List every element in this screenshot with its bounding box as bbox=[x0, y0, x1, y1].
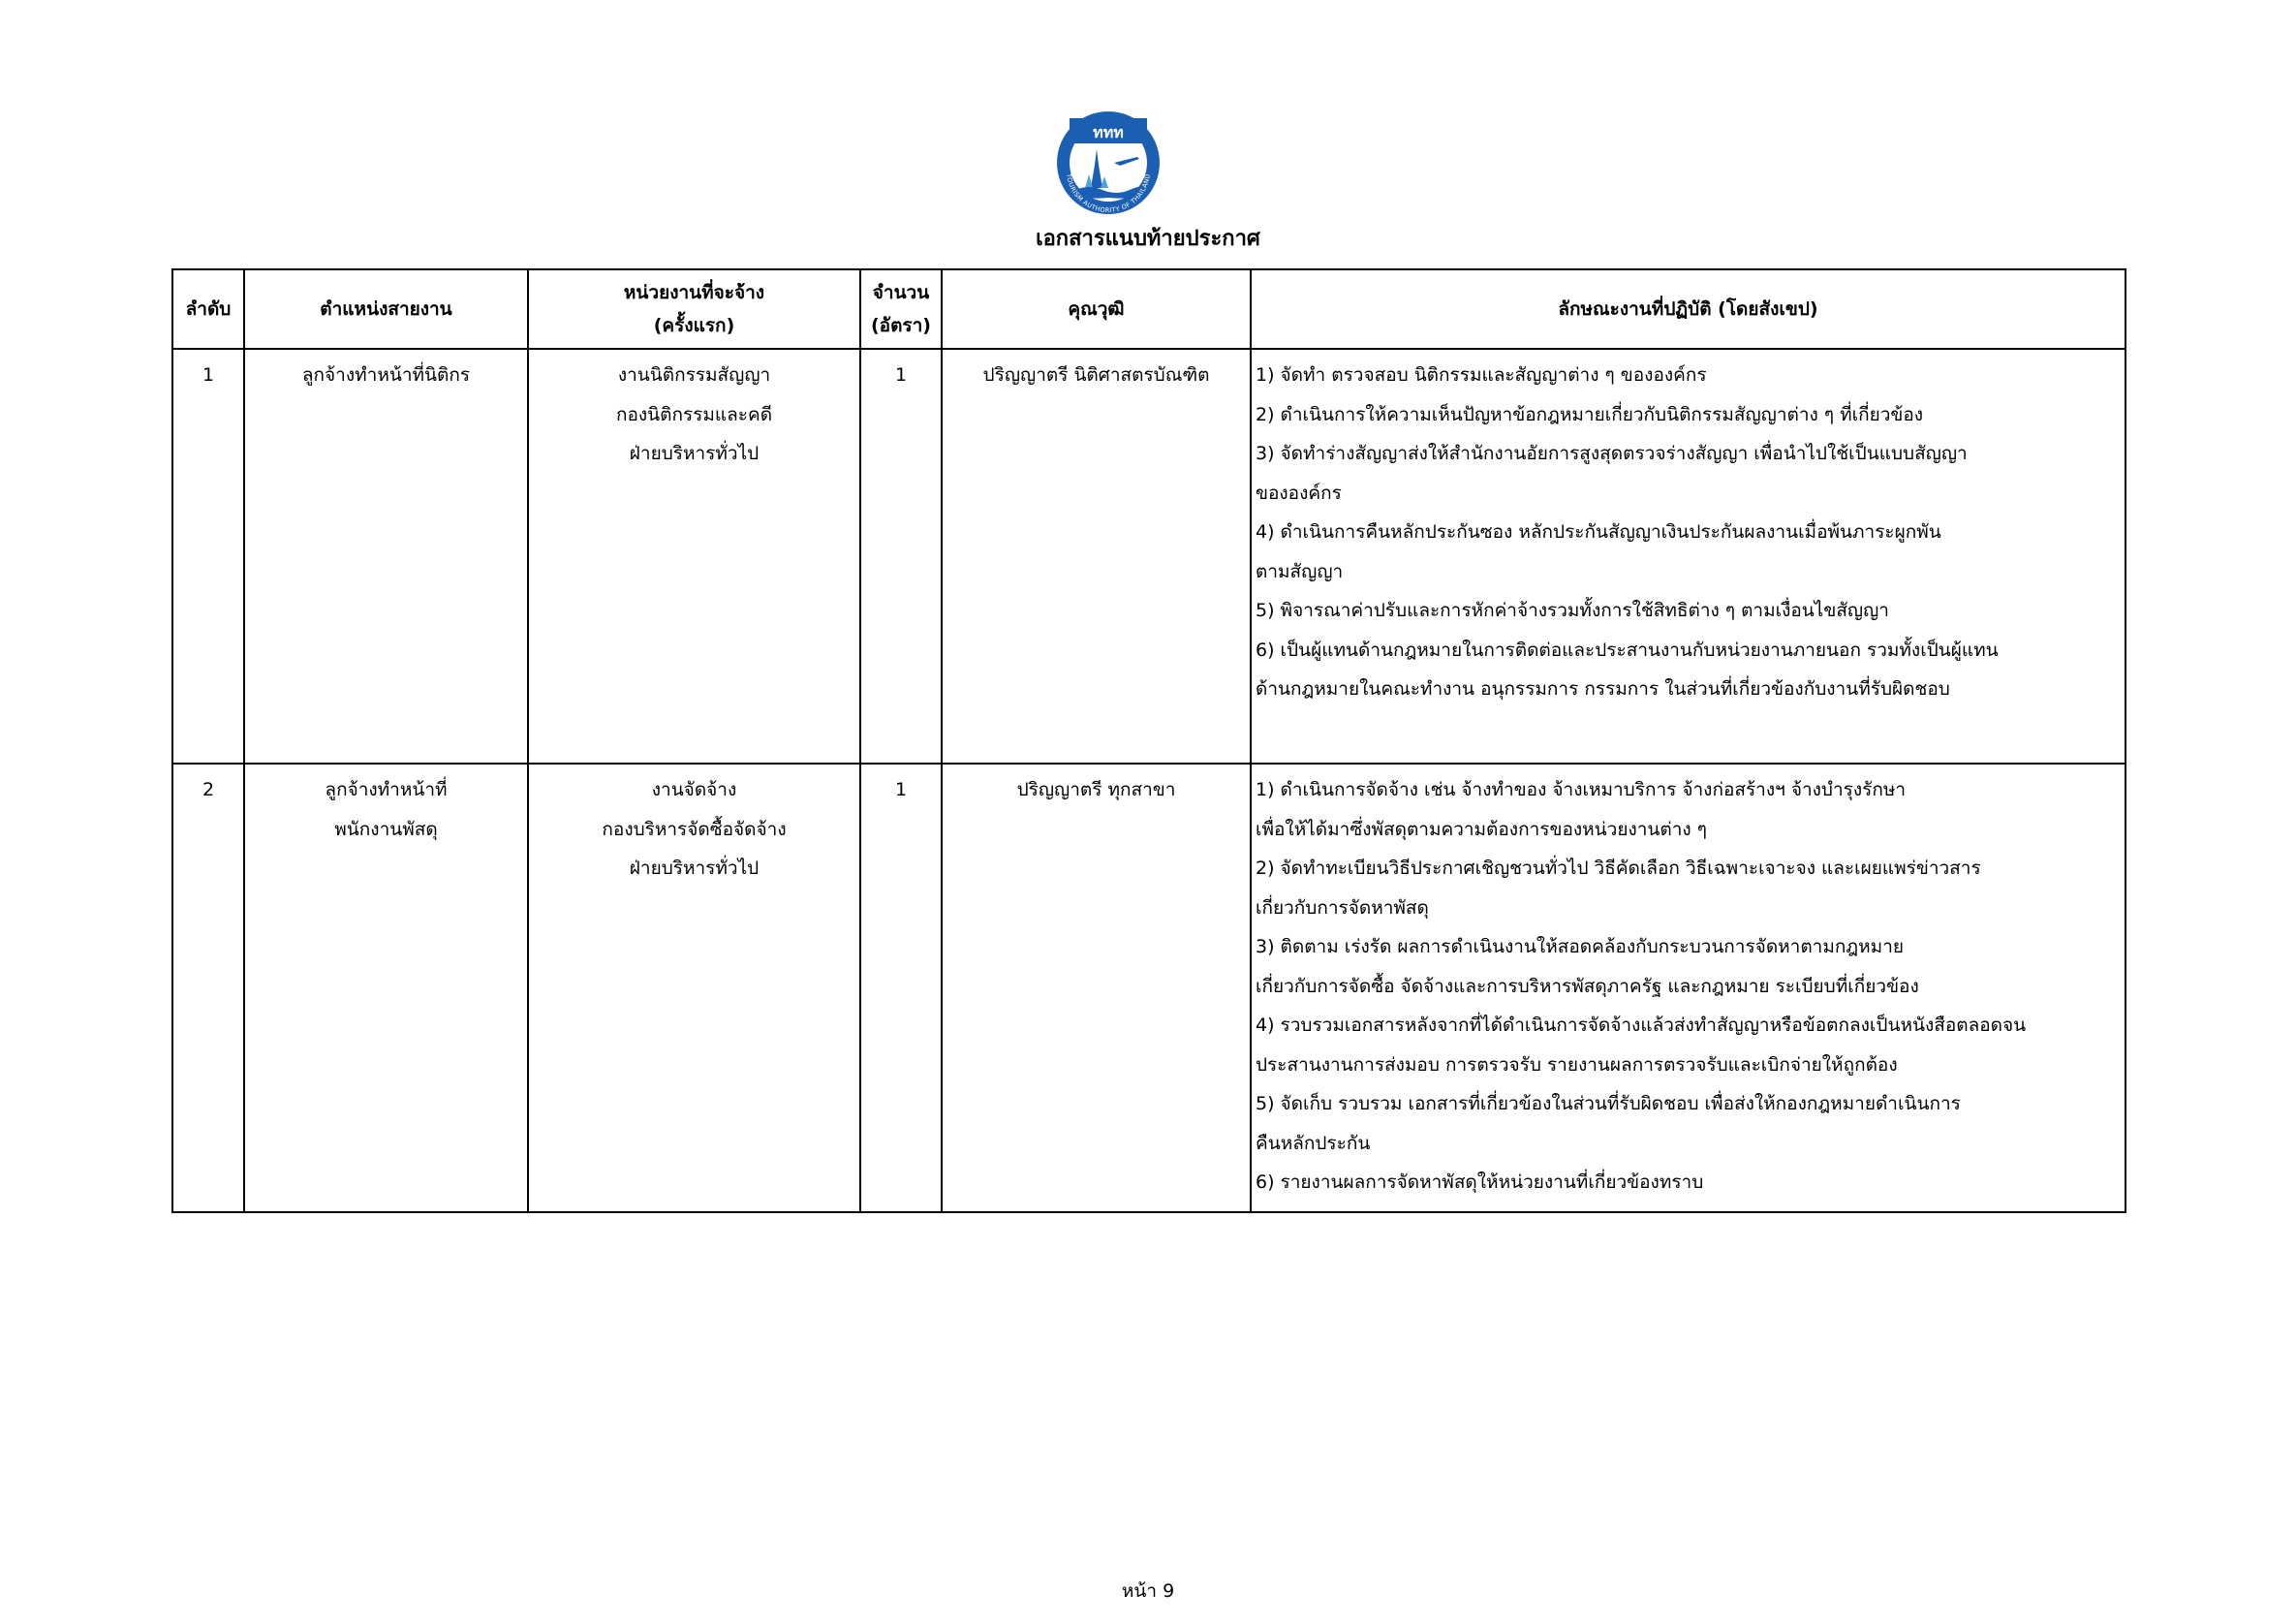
job-table bbox=[171, 268, 2126, 1213]
cell-duties bbox=[1251, 349, 2125, 764]
cell-position bbox=[244, 764, 528, 1212]
unit-line: ฝ่ายบริหารทั่วไป bbox=[629, 443, 760, 464]
duty-line: เกี่ยวกับการจัดซื้อ จัดจ้างและการบริหารพัสดุภาครัฐ และกฎหมาย ระเบียบที่เกี่ยวข้อง bbox=[1256, 975, 1919, 997]
header-position: ตำแหน่งสายงาน bbox=[244, 269, 528, 349]
cell-order: 1 bbox=[172, 349, 244, 764]
cell-duties bbox=[1251, 764, 2125, 1212]
duty-line: 3) ติดตาม เร่งรัด ผลการดำเนินงานให้สอดคล้องกับกระบวนการจัดหาตามกฎหมาย bbox=[1256, 936, 1904, 957]
duty-line: 1) จัดทำ ตรวจสอบ นิติกรรมและสัญญาต่าง ๆ ขององค์กร bbox=[1256, 364, 1707, 386]
header-duties: ลักษณะงานที่ปฏิบัติ (โดยสังเขป) bbox=[1251, 269, 2125, 349]
header-unit-line1: หน่วยงานที่จะจ้าง bbox=[623, 282, 765, 303]
unit-line: กองนิติกรรมและคดี bbox=[615, 403, 773, 425]
position-line: ลูกจ้างทำหน้าที่ bbox=[325, 779, 448, 800]
duty-line: ประสานงานการส่งมอบ การตรวจรับ รายงานผลการตรวจรับและเบิกจ่ายให้ถูกต้อง bbox=[1256, 1053, 1898, 1076]
duty-line: 2) จัดทำทะเบียนวิธีประกาศเชิญชวนทั่วไป วิธีคัดเลือก วิธีเฉพาะเจาะจง และเผยแพร่ข่าวสาร bbox=[1256, 858, 1981, 879]
duty-line: 4) รวบรวมเอกสารหลังจากที่ได้ดำเนินการจัดจ้างแล้วส่งทำสัญญาหรือข้อตกลงเป็นหนังสือตลอดจน bbox=[1256, 1015, 2027, 1036]
duty-line: 1) ดำเนินการจัดจ้าง เช่น จ้างทำของ จ้างเหมาบริการ จ้างก่อสร้างฯ จ้างบำรุงรักษา bbox=[1256, 779, 1907, 800]
table-row bbox=[172, 764, 2125, 1212]
cell-count: 1 bbox=[860, 349, 942, 764]
unit-line: กองบริหารจัดซื้อจัดจ้าง bbox=[602, 818, 787, 840]
duty-line: ด้านกฎหมายในคณะทำงาน อนุกรรมการ กรรมการ ในส่วนที่เกี่ยวข้องกับงานที่รับผิดชอบ bbox=[1256, 678, 1950, 700]
duty-line: ขององค์กร bbox=[1256, 482, 1342, 504]
duty-line: 2) ดำเนินการให้ความเห็นปัญหาข้อกฎหมายเกี่ยวกับนิติกรรมสัญญาต่าง ๆ ที่เกี่ยวข้อง bbox=[1256, 403, 1924, 425]
unit-line: งานจัดจ้าง bbox=[651, 779, 737, 800]
unit-line: ฝ่ายบริหารทั่วไป bbox=[629, 858, 760, 879]
duty-line: 5) พิจารณาค่าปรับและการหักค่าจ้างรวมทั้งการใช้สิทธิต่าง ๆ ตามเงื่อนไขสัญญา bbox=[1256, 600, 1889, 621]
duty-line: 6) เป็นผู้แทนด้านกฎหมายในการติดต่อและประสานงานกับหน่วยงานภายนอก รวมทั้งเป็นผู้แทน bbox=[1256, 639, 1999, 661]
tat-logo bbox=[1050, 105, 1166, 221]
header-count-line2: (อัตรา) bbox=[871, 315, 931, 336]
document-title: เอกสารแนบท้ายประกาศ bbox=[1036, 227, 1260, 251]
cell-order: 2 bbox=[172, 764, 244, 1212]
duty-line: 6) รายงานผลการจัดหาพัสดุให้หน่วยงานที่เกี่ยวข้องทราบ bbox=[1256, 1171, 1704, 1193]
header-order: ลำดับ bbox=[172, 269, 244, 349]
page-number: หน้า 9 bbox=[1121, 1580, 1175, 1602]
duty-line: 3) จัดทำร่างสัญญาส่งให้สำนักงานอัยการสูงสุดตรวจร่างสัญญา เพื่อนำไปใช้เป็นแบบสัญญา bbox=[1256, 443, 1968, 464]
position-line: พนักงานพัสดุ bbox=[334, 818, 438, 840]
header-count-line1: จำนวน bbox=[872, 282, 930, 303]
cell-position bbox=[244, 349, 528, 764]
header-unit-line2: (ครั้งแรก) bbox=[653, 315, 735, 336]
cell-unit bbox=[528, 349, 860, 764]
header-count bbox=[860, 269, 942, 349]
cell-unit bbox=[528, 764, 860, 1212]
logo-motto: TOURISM AUTHORITY OF THAILAND bbox=[1065, 172, 1152, 215]
unit-line: งานนิติกรรมสัญญา bbox=[617, 364, 771, 386]
table-row bbox=[172, 349, 2125, 764]
table-header-row bbox=[172, 269, 2125, 349]
duty-line: เพื่อให้ได้มาซึ่งพัสดุตามความต้องการของหน่วยงานต่าง ๆ bbox=[1256, 818, 1707, 840]
duty-line: เกี่ยวกับการจัดหาพัสดุ bbox=[1256, 896, 1429, 919]
cell-qualification: ปริญญาตรี ทุกสาขา bbox=[942, 764, 1251, 1212]
duty-line: 5) จัดเก็บ รวบรวม เอกสารที่เกี่ยวข้องในส่วนที่รับผิดชอบ เพื่อส่งให้กองกฎหมายดำเนินการ bbox=[1256, 1093, 1961, 1114]
cell-qualification: ปริญญาตรี นิติศาสตรบัณฑิต bbox=[942, 349, 1251, 764]
cell-count: 1 bbox=[860, 764, 942, 1212]
duty-line: คืนหลักประกัน bbox=[1256, 1132, 1371, 1154]
header-unit bbox=[528, 269, 860, 349]
logo-initials: ททท bbox=[1093, 123, 1124, 141]
duty-line: 4) ดำเนินการคืนหลักประกันซอง หลักประกันสัญญาเงินประกันผลงานเมื่อพ้นภาระผูกพัน bbox=[1256, 521, 1941, 543]
header-qualification: คุณวุฒิ bbox=[942, 269, 1251, 349]
position-line: ลูกจ้างทำหน้าที่นิติกร bbox=[301, 364, 471, 386]
duty-line: ตามสัญญา bbox=[1256, 560, 1344, 582]
